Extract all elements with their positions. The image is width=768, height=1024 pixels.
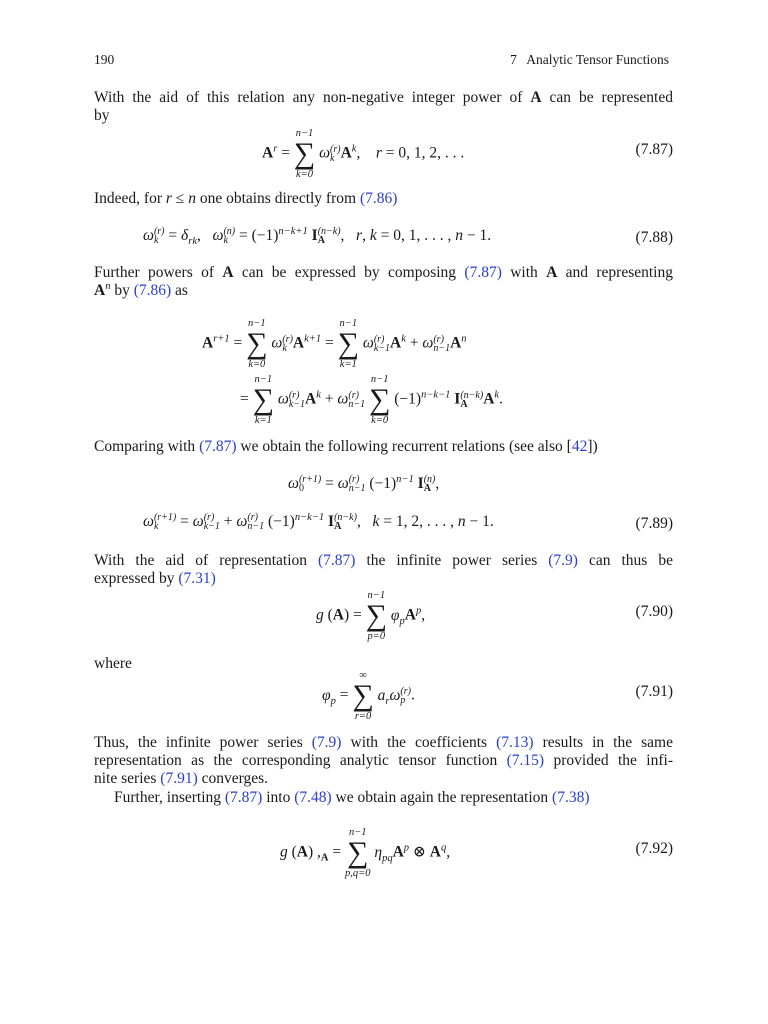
reference-link[interactable]: (7.15) xyxy=(506,752,545,769)
reference-link[interactable]: (7.87) xyxy=(318,552,356,569)
equation-7-91: $\varphi_p$ = ∞ ∑ r=0 $a_r\omega$ (r) p . xyxy=(322,670,415,722)
page-number: 190 xyxy=(94,52,115,67)
equation-number: (7.91) xyxy=(635,683,673,700)
paragraph-line: expressed by (7.31) xyxy=(94,570,216,587)
equation-7-92: g (A) $,_A$ = n−1 ∑ p,q=0 $\eta_{pq}A^p$ ⊗ $A^q$, xyxy=(280,827,451,879)
reference-link[interactable]: (7.87) xyxy=(224,789,263,806)
equation-number: (7.92) xyxy=(635,840,673,857)
paragraph-line: Further, inserting (7.87) into (7.48) we obtain again the representation (7.38) xyxy=(114,789,590,806)
reference-link[interactable]: (7.87) xyxy=(199,438,237,455)
paragraph-line: With the aid of representation (7.87) the infinite power series (7.9) can thus be xyxy=(94,552,673,569)
paragraph-line: representation as the corresponding analytic tensor function (7.15) provided the infi- xyxy=(94,752,673,769)
equation-number: (7.89) xyxy=(635,515,673,532)
reference-link[interactable]: (7.91) xyxy=(160,770,198,787)
equation-7-90: g (A) = n−1 ∑ p=0 $\varphi_pA^p$, xyxy=(316,590,426,642)
equation-number: (7.90) xyxy=(635,603,673,620)
reference-link[interactable]: 42 xyxy=(571,438,588,455)
running-title: 7 Analytic Tensor Functions xyxy=(510,52,669,67)
paragraph-line: nite series (7.91) converges. xyxy=(94,770,269,787)
reference-link[interactable]: (7.38) xyxy=(552,789,590,806)
paragraph-line: where xyxy=(94,655,132,672)
paragraph-line: With the aid of this relation any non-negative integer power of A can be represented xyxy=(94,89,673,106)
paragraph-line: Indeed, for r ≤ n one obtains directly from (7.86) xyxy=(94,190,398,207)
equation-7-89-line-2: ω (r+1) k = ω (r) k−1 + ω (r) n−1 $(-1)^{n-k-1}$ I (n−k) A , k = 1, 2, . . . , n − 1. xyxy=(143,511,494,533)
reference-link[interactable]: (7.86) xyxy=(133,282,172,299)
reference-link[interactable]: (7.31) xyxy=(178,570,216,587)
reference-link[interactable]: (7.86) xyxy=(359,190,398,207)
equation-7-89-line-1: ω (r+1) 0 = ω (r) n−1 $(-1)^{n-1}$ I (n) A , xyxy=(288,473,440,495)
equation-number: (7.87) xyxy=(635,141,673,158)
equation-number: (7.88) xyxy=(635,229,673,246)
paragraph-line: by xyxy=(94,107,110,124)
reference-link[interactable]: (7.48) xyxy=(294,789,332,806)
reference-link[interactable]: (7.9) xyxy=(548,552,578,569)
paragraph-line: Comparing with (7.87) we obtain the following recurrent relations (see also [42]) xyxy=(94,438,598,455)
equation-7-87: $A^r$ = n−1 ∑ k=0 ω (r) k $A^k$, r = 0, 1, 2, . . . xyxy=(262,128,465,180)
reference-link[interactable]: (7.13) xyxy=(496,734,534,751)
paragraph-line: $A^n$ by (7.86) as xyxy=(94,280,188,299)
paragraph-line: Further powers of A can be expressed by composing (7.87) with A and representing xyxy=(94,264,673,281)
paragraph-line: Thus, the infinite power series (7.9) with the coefficients (7.13) results in the same xyxy=(94,734,673,751)
reference-link[interactable]: (7.9) xyxy=(311,734,342,751)
equation-7-88: ω (r) k = $\delta_{rk}$, ω (n) k = $(-1)^{n-k+1}$ I (n−k) A , r, k = 0, 1, . . . , n − 1. xyxy=(143,225,492,248)
equation-power-line-2: = n−1 ∑ k=1 ω (r) k−1 $A^k + \omega$ (r) n−1 n−1 ∑ k=0 $(-1)^{n-k-1}$ I (n−k) A $A^k$. xyxy=(240,374,503,426)
equation-power-line-1: $A^{r+1}$ = n−1 ∑ k=0 ω (r) k $A^{k+1}$ = n−1 ∑ k=1 ω (r) k−1 $A^k + \omega$ (r) n−1 $A^n$ xyxy=(202,318,467,370)
reference-link[interactable]: (7.87) xyxy=(464,264,502,281)
